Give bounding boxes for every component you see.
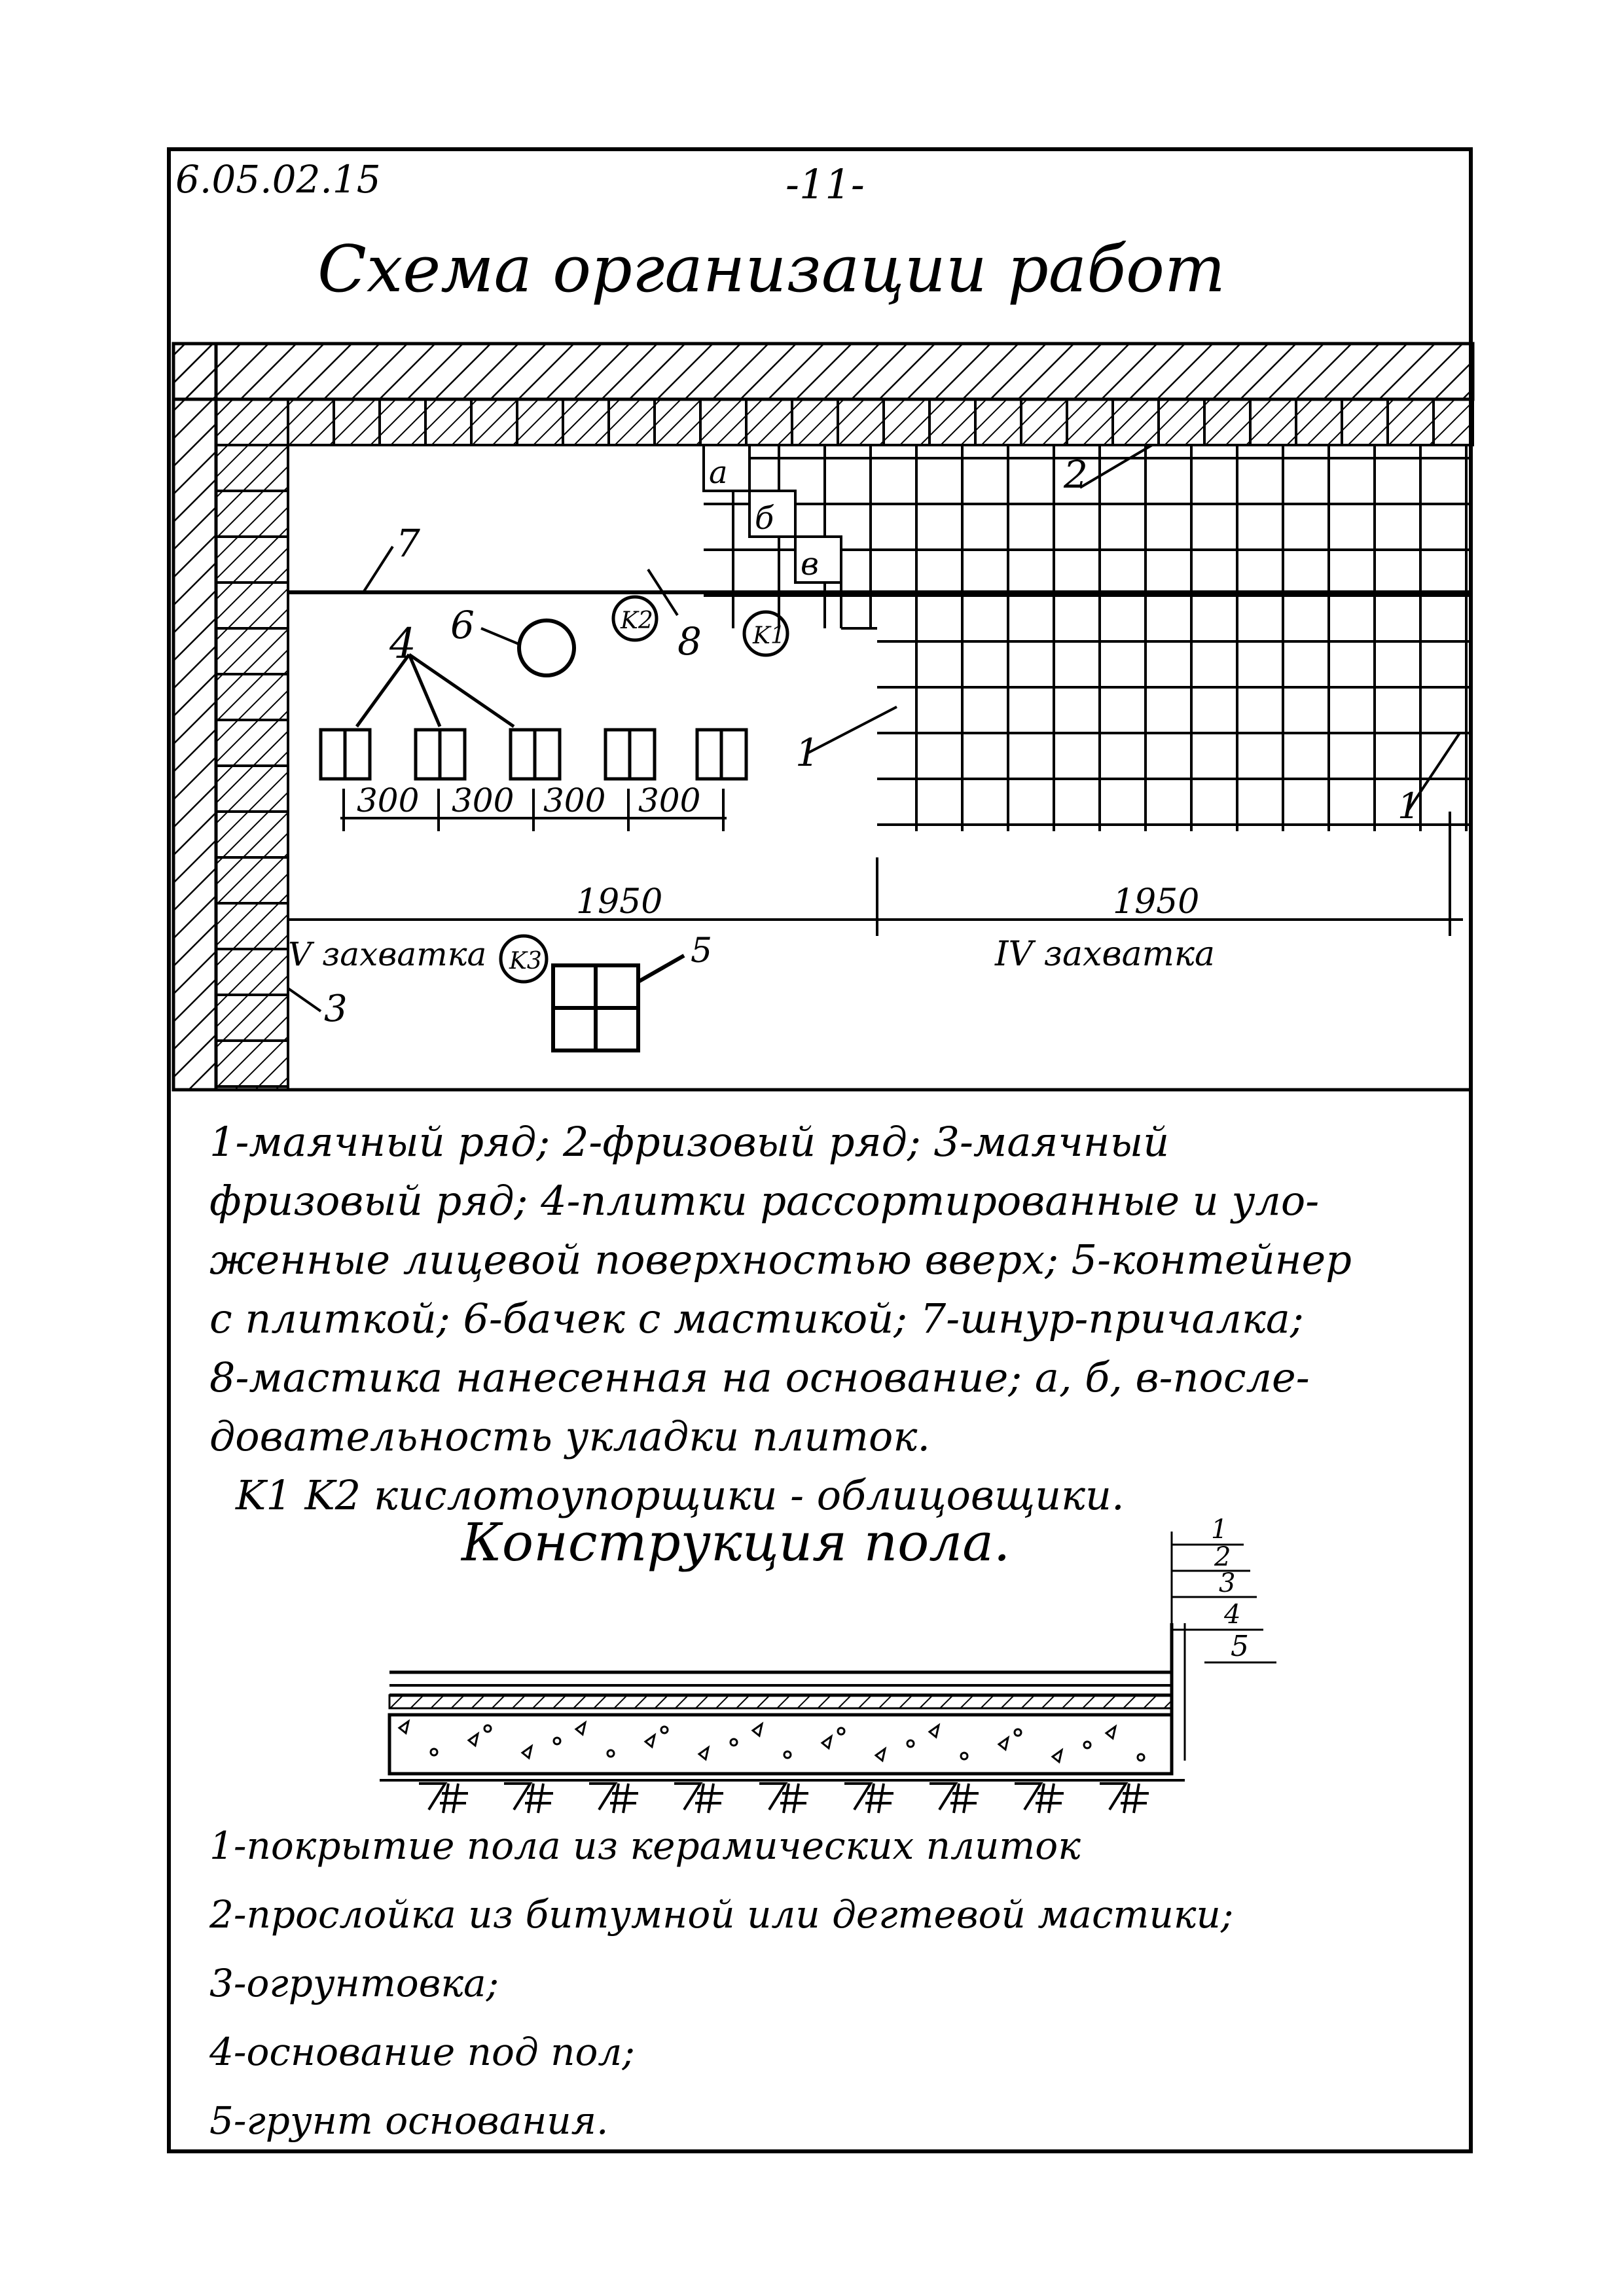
callout-2: 2 [1064, 452, 1088, 497]
floor-legend-line: 4-основание под пол; [209, 2030, 635, 2074]
worker-k2-label: K2 [621, 607, 653, 634]
plan-legend-line: 1-маячный ряд; 2-фризовый ряд; 3-маячный [209, 1118, 1170, 1166]
callout-3: 3 [324, 988, 348, 1030]
tile-label-b: б [755, 500, 774, 537]
worker-k3-label: K3 [509, 948, 542, 975]
callout-6: 6 [450, 603, 475, 647]
floor-layer-3: 3 [1219, 1568, 1236, 1598]
dim-1950-left: 1950 [576, 882, 663, 922]
floor-layer-4: 4 [1224, 1600, 1241, 1630]
dim-1950-right: 1950 [1113, 882, 1200, 922]
dim-300-4: 300 [638, 781, 701, 819]
plan-legend [209, 1113, 1453, 1525]
tile-label-a: a [709, 454, 728, 491]
floor-legend-line: 1-покрытие пола из керамических плиток [209, 1823, 1081, 1868]
page-number: -11- [785, 160, 865, 208]
floor-layer-1: 1 [1211, 1515, 1228, 1545]
plan-legend-line: с плиткой; 6-бачек с мастикой; 7-шнур-причалка; [209, 1295, 1304, 1342]
zone-5-label: V захватка [288, 935, 487, 973]
document-code: 6.05.02.15 [175, 157, 381, 202]
callout-1: 1 [795, 730, 820, 775]
callout-8: 8 [677, 619, 702, 664]
tile-container [553, 956, 684, 1050]
floor-legend-line: 2-прослойка из битумной или дегтевой мастики; [209, 1892, 1234, 1937]
floor-legend-line: 5-грунт основания. [209, 2098, 609, 2143]
floor-legend [209, 1813, 1453, 2157]
plan-legend-line: K1 K2 кислотоупорщики - облицовщики. [236, 1471, 1125, 1519]
plan-legend-line: женные лицевой поверхностью вверх; 5-контейнер [209, 1236, 1352, 1283]
zone-4-label: IV захватка [995, 935, 1215, 974]
floor-legend-line: 3-огрунтовка; [209, 1961, 499, 2005]
floor-title: Конструкция пола. [461, 1512, 1011, 1573]
floor-layer-2: 2 [1214, 1542, 1231, 1572]
callout-4: 4 [389, 620, 416, 668]
tile-label-v: в [801, 546, 819, 583]
plan-legend-line: фризовый ряд; 4-плитки рассортированные и уло- [209, 1177, 1320, 1225]
plan-legend-line: довательность укладки плиток. [209, 1412, 931, 1460]
floor-section [380, 1532, 1276, 1813]
worker-k1-label: K1 [753, 622, 785, 649]
callout-5: 5 [691, 931, 713, 971]
callout-1b: 1 [1398, 785, 1420, 827]
floor-layer-5: 5 [1231, 1630, 1249, 1663]
dim-300-2: 300 [452, 781, 514, 819]
page-title: Схема организации работ [317, 232, 1225, 307]
callout-7: 7 [396, 521, 420, 565]
dim-300-3: 300 [543, 781, 606, 819]
mastic-tank [519, 620, 574, 675]
plan-legend-line: 8-мастика нанесенная на основание; а, б, в-после- [209, 1354, 1310, 1401]
dim-300-1: 300 [357, 781, 420, 819]
